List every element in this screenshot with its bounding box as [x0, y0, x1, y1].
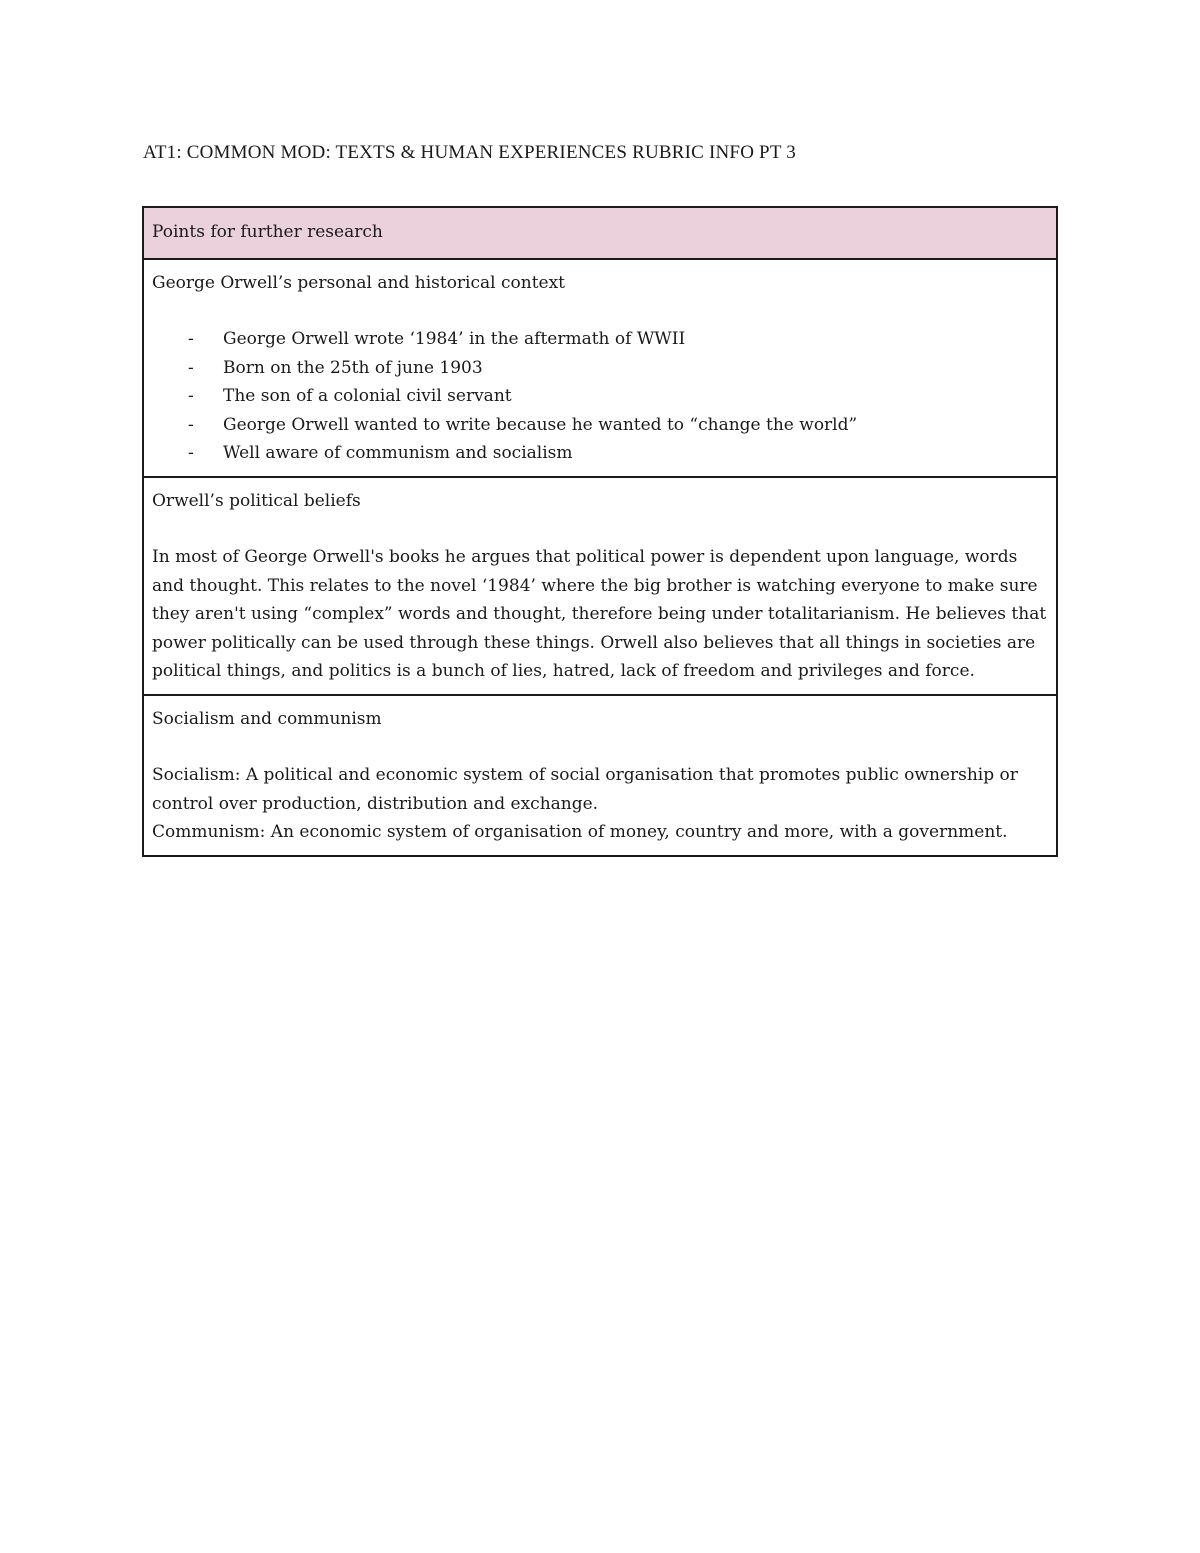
socialism-definition: Socialism: A political and economic system of social organisation that promotes public ownership or control over production, distribution and exchange.	[152, 765, 1018, 814]
research-table	[142, 206, 1058, 857]
section-spacer	[152, 515, 1048, 543]
dash-bullet-icon: -	[188, 386, 194, 406]
list-item	[152, 439, 1048, 468]
socialism-section-heading: Socialism and communism	[152, 708, 382, 729]
context-section-heading: George Orwell’s personal and historical context	[152, 272, 566, 293]
list-item-text: The son of a colonial civil servant	[223, 386, 512, 406]
socialism-section-row	[144, 694, 1056, 855]
section-spacer	[152, 297, 1048, 325]
dash-bullet-icon: -	[188, 357, 194, 378]
beliefs-paragraph: In most of George Orwell's books he argues that political power is dependent upon language, words and thought. This relates to the novel ‘1984’ where the big brother is watching everyone to make sure they aren't using “complex” words and thought, therefore being under totalitarianism. He believes that power politically can be used through these things. Orwell also believes that all things in societies are political things, and politics is a bunch of lies, hatred, lack of freedom and privileges and force.	[152, 547, 1047, 681]
table-header-label: Points for further research	[152, 222, 383, 242]
section-spacer	[152, 733, 1048, 761]
list-item-text: George Orwell wrote ‘1984’ in the aftermath of WWII	[223, 329, 686, 349]
communism-definition: Communism: An economic system of organisation of money, country and more, with a government.	[152, 822, 1008, 842]
list-item-text: George Orwell wanted to write because he wanted to “change the world”	[223, 414, 858, 435]
dash-bullet-icon: -	[188, 443, 194, 463]
table-header-row	[144, 208, 1056, 258]
beliefs-section-row	[144, 476, 1056, 694]
list-item-text: Well aware of communism and socialism	[223, 443, 573, 463]
list-item	[152, 354, 1048, 383]
list-item-text: Born on the 25th of june 1903	[223, 357, 483, 378]
dash-bullet-icon: -	[188, 414, 194, 435]
dash-bullet-icon: -	[188, 329, 194, 349]
context-section-row	[144, 258, 1056, 476]
document-title: AT1: COMMON MOD: TEXTS & HUMAN EXPERIENCES RUBRIC INFO PT 3	[143, 142, 796, 163]
list-item	[152, 382, 1048, 411]
list-item	[152, 411, 1048, 440]
context-bullet-list	[152, 325, 1048, 468]
beliefs-section-heading: Orwell’s political beliefs	[152, 490, 361, 511]
list-item	[152, 325, 1048, 354]
